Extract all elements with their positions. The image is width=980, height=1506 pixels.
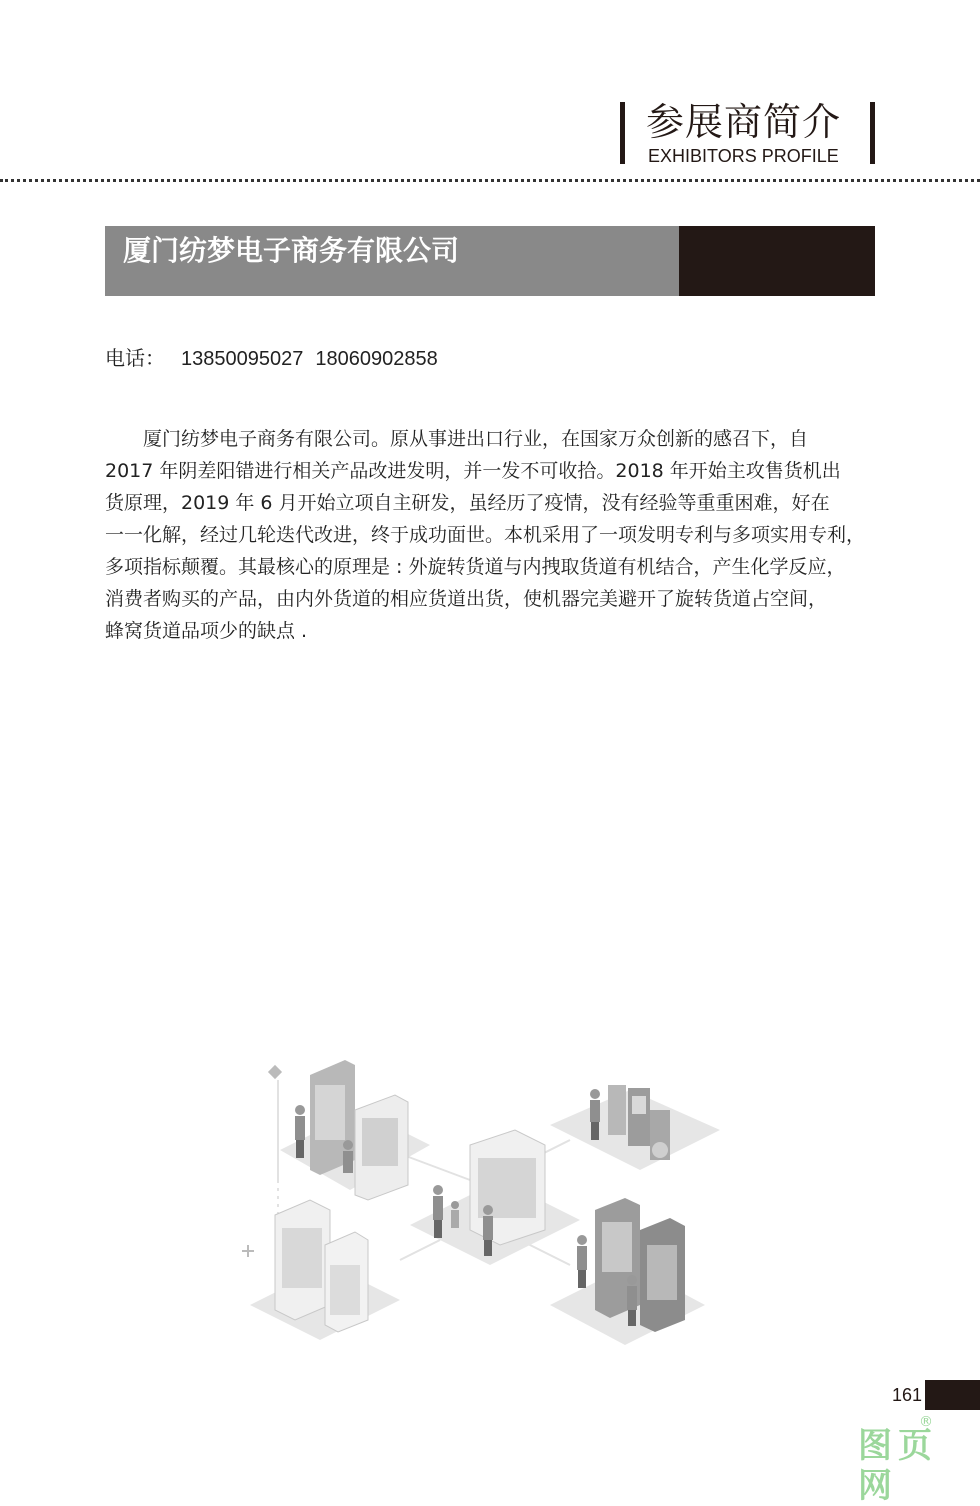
diamond-icon (268, 1065, 282, 1079)
registered-mark-icon: ® (919, 1414, 933, 1430)
description-line: 货原理，2019 年 6 月开始立项自主研发，虽经历了疫情，没有经验等重重困难，好在 (105, 492, 830, 514)
page-number: 161 (891, 1385, 922, 1405)
watermark (858, 1414, 976, 1506)
section-subtitle: EXHIBITORS PROFILE (648, 146, 839, 166)
header-bar-right (870, 102, 875, 164)
description-line: 一一化解，经过几轮迭代改进，终于成功面世。本机采用了一项发明专利与多项实用专利， (105, 524, 866, 546)
description-line: 多项指标颠覆。其最核心的原理是 : 外旋转货道与内拽取货道有机结合，产生化学反应， (105, 556, 846, 578)
description-line: 蜂窝货道品项少的缺点 . (105, 620, 308, 642)
company-description (105, 423, 877, 647)
description-line: 厦门纺梦电子商务有限公司。原从事进出口行业，在国家万众创新的感召下，自 (105, 428, 809, 450)
vending-scene-top-right (550, 1085, 720, 1170)
banner-dark-block (679, 226, 875, 296)
plus-icon (242, 1245, 254, 1257)
section-title: 参展商简介 (646, 100, 842, 144)
vending-scene-center (410, 1130, 580, 1265)
phone-line (105, 345, 450, 372)
vending-scene-bottom-left (250, 1200, 400, 1340)
company-name: 厦门纺梦电子商务有限公司 (123, 234, 460, 267)
dotted-divider (0, 179, 980, 182)
description-line: 2017 年阴差阳错进行相关产品改进发明，并一发不可收拾。2018 年开始主攻售货机出 (105, 460, 841, 482)
phone-number-1: 13850095027 (181, 348, 304, 370)
phone-label: 电话： (105, 346, 165, 370)
company-banner (105, 226, 875, 296)
section-header (618, 100, 880, 166)
vending-scene-top-left (280, 1060, 430, 1200)
vending-machine-illustration (230, 1050, 730, 1370)
header-bar-left (620, 102, 625, 164)
description-line: 消费者购买的产品，由内外货道的相应货道出货，使机器完美避开了旋转货道占空间， (105, 588, 828, 610)
phone-number-2: 18060902858 (315, 348, 438, 370)
page-tab-block (925, 1380, 980, 1410)
watermark-text: 图页网 (858, 1426, 938, 1506)
